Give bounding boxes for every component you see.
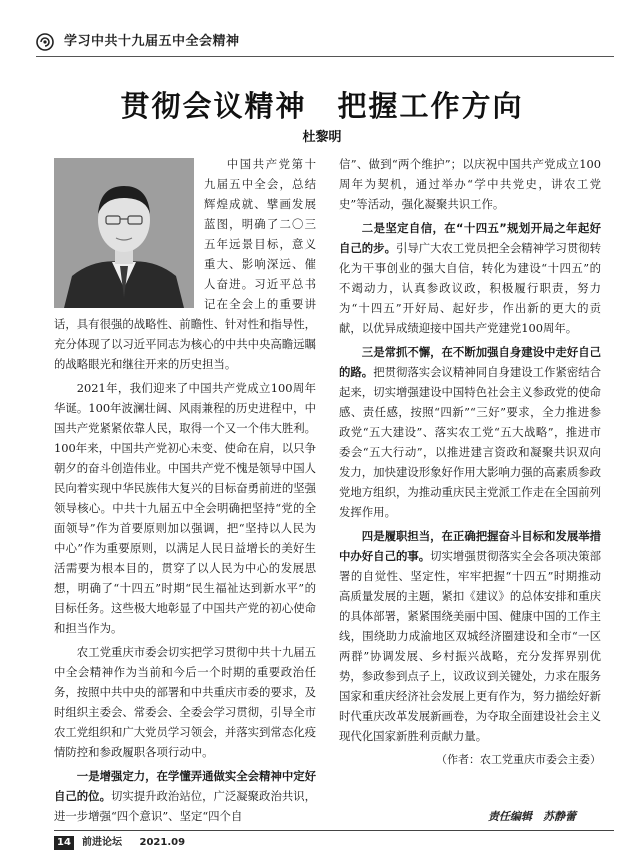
right-column: [339, 154, 601, 770]
footer-info: [82, 835, 199, 851]
point-lead: 四是履职担当，在正确把握奋斗目标和发展举措中办好自己的事。: [339, 529, 602, 563]
paragraph: 2021年，我们迎来了中国共产党成立100周年华诞。100年波澜壮阔、风雨兼程的历史进程中，中国共产党紧紧依靠人民，取得一个又一个伟大胜利。100年来，中国共产党初心未变、使命在肩，以只争朝夕的奋斗创造伟业。中国共产党不愧是领导中国人民向着实现中华民族伟大复兴的目标奋勇前进的坚强领导核心。中共十九届五中全会明确把坚持“党的全面领导”作为首要原则加以强调，把“坚持以人民为中心”作为重要原则，以满足人民日益增长的美好生活需要为根本目的，贯穿了以人民为中心的发展思想，明确了“十四五”时期“民生福祉达到新水平”的目标任务。这些极大地彰显了中国共产党的初心使命和担当作为。: [54, 381, 316, 635]
point-body: 把贯彻落实会议精神同自身建设工作紧密结合起来，切实增强建设中国特色社会主义参政党的使命感、责任感，按照“四新”“三好”要求，全力推进参政党“五大建设”、落实农工党“五大战略”，推进市委会“五大行动”，以推进建言资政和凝聚共识双向发力，加快建设形象好作用大影响力强的高素质参政党地方组织，为推动重庆民主党派工作走在全国前列发挥作用。: [339, 365, 602, 519]
point-paragraph: [339, 526, 601, 746]
section-title: 学习中共十九届五中全会精神: [64, 34, 240, 49]
point-body: 切实提升政治站位，广泛凝聚政治共识，进一步增强“四个意识”、坚定“四个自: [54, 789, 317, 823]
article-title: 贯彻会议精神 把握工作方向: [120, 89, 524, 123]
paragraph-continued: 信”、做到“两个维护”；以庆祝中国共产党成立100周年为契机，通过举办“学中共党史，讲农工党史”等活动，强化凝聚共识工作。: [339, 157, 601, 211]
point-paragraph: [339, 218, 601, 338]
paragraph: 农工党重庆市委会切实把学习贯彻中共十九届五中全会精神作为当前和今后一个时期的重要政治任务，按照中共中央的部署和中共重庆市委的要求，及时组织主委会、常委会、全委会学习贯彻，引导全市农工党组织和广大党员学习领会，并落实到常态化疫情防控和参政履职各项行动中。: [54, 645, 317, 759]
portrait-icon: [54, 158, 194, 308]
paragraph: 中国共产党第十九届五中全会，总结辉煌成就、擘画发展蓝图，明确了二〇三五年远景目标，意义重大、影响深远、催人奋进。习近平总书记在全会上的重要讲话，具有很强的战略性、前瞻性、针对性和指导性，充分体现了以习近平同志为核心的中共中央高瞻远瞩的战略眼光和继往开来的历史担当。: [54, 157, 316, 371]
author-portrait: [54, 158, 194, 308]
magazine-name: 前进论坛: [82, 837, 122, 848]
issue-number: 2021.09: [139, 837, 186, 848]
header-divider: [36, 56, 614, 57]
point-paragraph: [54, 766, 316, 826]
point-lead: 二是坚定自信，在“十四五”规划开局之年起好自己的步。: [339, 221, 601, 255]
article-author: 杜黎明: [302, 130, 342, 145]
point-paragraph: [339, 342, 601, 522]
point-lead: 三是常抓不懈，在不断加强自身建设中走好自己的路。: [339, 345, 602, 379]
left-column: [54, 154, 316, 830]
point-body: 切实增强贯彻落实全会各项决策部署的自觉性、坚定性，牢牢把握“十四五”时期推动高质量发展的主题，紧扣《建议》的总体安排和重庆的具体部署，紧紧围绕美丽中国、健康中国的工作主线，围绕助力成渝地区双城经济圈建设和全市“一区两群”协调发展、乡村振兴战略，充分发挥界别优势，参政参到点子上，议政议到关键处，力求在服务国家和重庆经济社会发展上更有作为，努力描绘好新时代重庆改革发展新画卷，为夺取全面建设社会主义现代化国家新胜利贡献力量。: [339, 549, 602, 743]
point-body: 引导广大农工党员把全会精神学习贯彻转化为干事创业的强大自信，转化为建设“十四五”的不竭动力，认真参政议政，积极履行职责，努力为“十四五”开好局、起好步，作出新的更大的贡献，以优异成绩迎接中国共产党建党100周年。: [339, 241, 602, 335]
circle-emblem-icon: [36, 33, 54, 51]
page-number: 14: [54, 836, 74, 850]
point-lead: 一是增强定力，在学懂弄通做实全会精神中定好自己的位。: [54, 769, 317, 803]
responsible-editor: 责任编辑 苏静蕾: [488, 810, 576, 823]
footer-divider: [54, 830, 614, 831]
section-header: [36, 32, 614, 52]
author-byline: （作者：农工党重庆市委会主委）: [436, 753, 601, 766]
